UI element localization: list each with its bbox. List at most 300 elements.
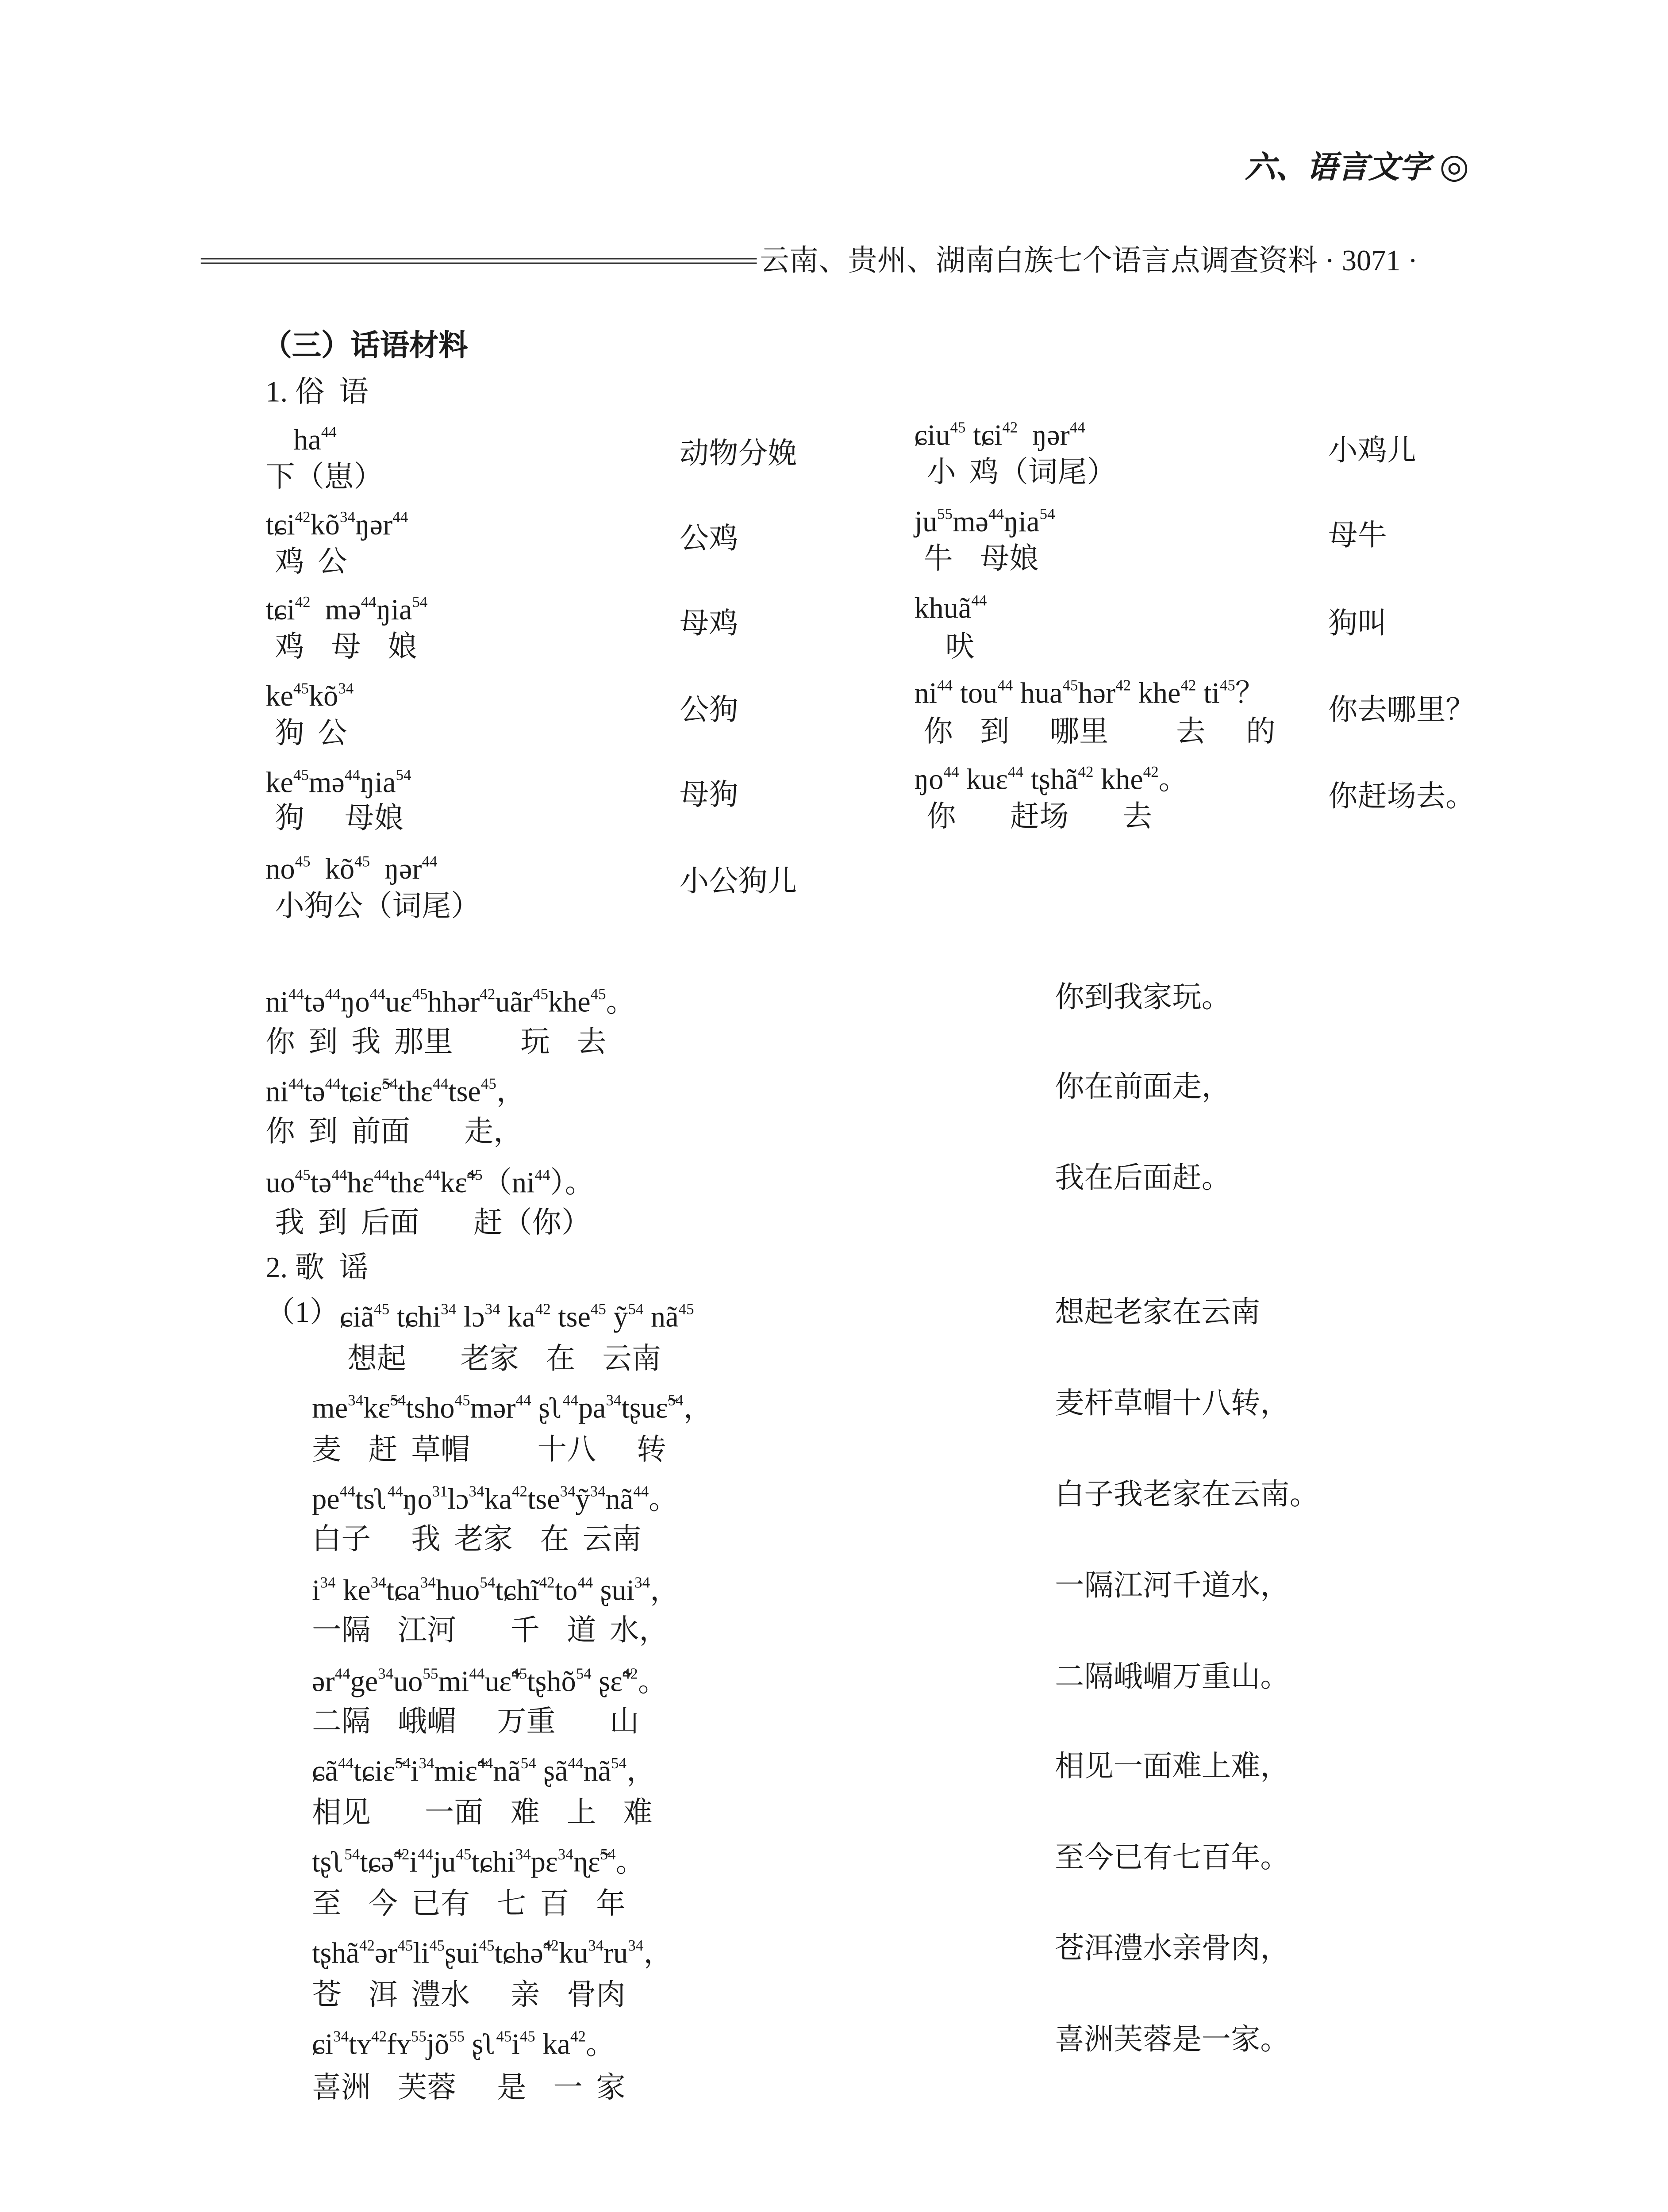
- ipa-syllable: pe: [312, 1484, 340, 1517]
- tone-number: 44: [288, 987, 304, 1004]
- ipa-syllable: nã: [643, 1302, 679, 1334]
- ipa-syllable: ，: [650, 1575, 680, 1608]
- tone-number: 34: [557, 1847, 573, 1864]
- tone-number: 54: [480, 1575, 496, 1592]
- ipa-syllable: ru: [603, 1938, 628, 1971]
- tone-number: 44: [344, 767, 360, 785]
- proverb-ipa: [265, 680, 354, 717]
- proverbs-heading: 1. 俗 语: [265, 376, 369, 410]
- ipa-syllable: lɔ: [456, 1302, 485, 1334]
- ipa-syllable: ？: [1235, 678, 1265, 710]
- ipa-syllable: uo: [265, 1167, 295, 1200]
- tone-number: 44: [417, 1847, 433, 1864]
- tone-number: 44: [374, 1167, 390, 1185]
- header-title: [760, 244, 1418, 281]
- ipa-syllable: hhər: [427, 987, 480, 1019]
- proverb-gloss: 狗 公: [275, 718, 347, 751]
- tone-number: 42: [539, 1575, 555, 1592]
- ipa-syllable: khe: [1131, 678, 1181, 710]
- tone-number: 44: [515, 1393, 531, 1410]
- tone-number: 45: [479, 1938, 495, 1955]
- song-ipa: [340, 1300, 694, 1337]
- proverb-meaning: 公鸡: [679, 523, 738, 556]
- ipa-syllable: tə: [304, 987, 325, 1019]
- song-gloss: 喜洲 芙蓉 是 一 家: [312, 2072, 626, 2105]
- ipa-syllable: ʂʅ: [531, 1393, 563, 1425]
- header-title-text: 云南、贵州、湖南白族七个语言点调查资料: [760, 246, 1318, 278]
- tone-number: 44: [1008, 764, 1024, 782]
- ipa-syllable: tʂʅ: [312, 1847, 345, 1880]
- tone-number: 34: [628, 1938, 644, 1955]
- tone-number: 44: [971, 593, 987, 610]
- tone-number: 44: [988, 506, 1004, 524]
- ipa-syllable: lɔ: [447, 1484, 469, 1517]
- ipa-syllable: ni: [265, 1076, 288, 1109]
- ipa-syllable: tɕi: [265, 594, 295, 627]
- ipa-syllable: tʂuɛ̃: [621, 1393, 668, 1425]
- proverb-meaning: 小鸡儿: [1328, 435, 1417, 468]
- tone-number: 54: [382, 1076, 398, 1094]
- ipa-syllable: me: [312, 1393, 348, 1425]
- ipa-syllable: mə: [952, 506, 989, 539]
- ipa-syllable: pɛ: [530, 1847, 558, 1880]
- ipa-syllable: pa: [578, 1393, 606, 1425]
- tone-number: 44: [334, 1666, 350, 1683]
- ipa-syllable: ，: [626, 1755, 656, 1789]
- ipa-syllable: ɕã: [312, 1755, 338, 1789]
- ipa-syllable: tse: [448, 1076, 481, 1109]
- tone-number: 54: [396, 767, 411, 785]
- ipa-syllable: tɕhi: [389, 1302, 441, 1334]
- ipa-syllable: ŋo: [914, 764, 944, 797]
- ipa-syllable: tə: [310, 1167, 332, 1200]
- tone-number: 45: [295, 854, 311, 871]
- ipa-syllable: mi: [438, 1666, 469, 1699]
- ipa-syllable: jõ: [426, 2029, 450, 2062]
- songs-heading: 2. 歌 谣: [265, 1252, 369, 1285]
- song-translation: 一隔江河千道水，: [1055, 1571, 1290, 1603]
- song-translation: 白子我老家在云南。: [1055, 1479, 1319, 1512]
- ipa-syllable: ŋər: [1018, 420, 1070, 453]
- song-ipa: [312, 1936, 673, 1974]
- tone-number: 44: [568, 1755, 584, 1773]
- ipa-syllable: thɛ: [397, 1076, 433, 1109]
- ipa-syllable: ʂɛ̃: [591, 1666, 623, 1699]
- song-ipa: [312, 1845, 645, 1882]
- ipa-syllable: nã: [605, 1484, 634, 1517]
- ipa-syllable: tsʅ: [355, 1484, 388, 1517]
- ipa-syllable: ka: [484, 1484, 512, 1517]
- ipa-syllable: i: [312, 1575, 320, 1608]
- proverb-ipa: [265, 853, 437, 890]
- tone-number: 42: [1002, 420, 1018, 437]
- proverb-meaning: 母鸡: [679, 608, 738, 641]
- tone-number: 34: [370, 1575, 386, 1592]
- proverb-gloss: 小狗公（词尾）: [275, 891, 480, 924]
- ipa-syllable: ỹ: [575, 1484, 590, 1517]
- tone-number: 34: [333, 2029, 349, 2047]
- ipa-syllable: ka: [500, 1302, 535, 1334]
- tone-number: 42: [512, 1484, 527, 1501]
- ipa-syllable: ŋia: [376, 594, 412, 627]
- ipa-syllable: fʏ: [386, 2029, 411, 2062]
- proverb-gloss: 牛 母娘: [923, 543, 1039, 576]
- ipa-syllable: tou: [952, 678, 998, 710]
- ipa-syllable: ni: [265, 987, 288, 1019]
- tone-number: 45: [480, 1076, 496, 1094]
- tone-number: 42: [371, 2029, 387, 2047]
- ipa-syllable: 。: [649, 1484, 678, 1517]
- tone-number: 44: [562, 1393, 578, 1410]
- ipa-syllable: tʂhã: [312, 1938, 359, 1971]
- tone-number: 34: [378, 1666, 394, 1683]
- ipa-syllable: ɕiu: [914, 420, 950, 453]
- song-translation: 麦杆草帽十八转，: [1055, 1388, 1290, 1421]
- ipa-syllable: ku: [558, 1938, 588, 1971]
- running-head: [1245, 147, 1469, 188]
- tone-number: 44: [577, 1575, 593, 1592]
- song-ipa: [312, 1665, 667, 1702]
- tone-number: 45: [511, 1666, 527, 1683]
- ipa-syllable: tʂhã: [1023, 764, 1078, 797]
- sentence-ipa: [265, 1166, 594, 1203]
- song-translation: 苍洱澧水亲骨肉，: [1055, 1933, 1290, 1966]
- tone-number: 54: [668, 1393, 684, 1410]
- song-translation: 相见一面难上难，: [1055, 1751, 1290, 1784]
- tone-number: 42: [295, 594, 311, 612]
- ipa-syllable: khe: [548, 987, 591, 1019]
- ipa-syllable: tɕhi: [471, 1847, 515, 1880]
- proverb-meaning: 小公狗儿: [679, 866, 797, 899]
- tone-number: 45: [295, 1167, 311, 1185]
- song-ipa: [312, 1754, 656, 1791]
- tone-number: 42: [1115, 678, 1131, 695]
- tone-number: 42: [535, 1302, 551, 1319]
- ipa-syllable: kuɛ: [959, 764, 1008, 797]
- ipa-syllable: tə: [304, 1076, 325, 1109]
- tone-number: 45: [1219, 678, 1235, 695]
- ipa-syllable: ŋo: [340, 987, 370, 1019]
- tone-number: 45: [374, 1302, 390, 1319]
- ipa-syllable: ke: [265, 681, 294, 714]
- tone-number: 45: [454, 1393, 470, 1410]
- ipa-syllable: kɛ̃: [440, 1167, 467, 1200]
- ipa-syllable: uɛ̃: [484, 1666, 512, 1699]
- ipa-syllable: kõ: [310, 854, 355, 887]
- ipa-syllable: ju: [433, 1847, 456, 1880]
- ipa-syllable: mər: [470, 1393, 516, 1425]
- ipa-syllable: kɛ̃: [363, 1393, 391, 1425]
- ipa-syllable: nã: [493, 1755, 521, 1789]
- tone-number: 42: [1143, 764, 1159, 782]
- ipa-syllable: ，: [496, 1076, 526, 1109]
- tone-number: 44: [997, 678, 1013, 695]
- song-ipa: [312, 1482, 678, 1520]
- header-page-ref: · 3071 ·: [1317, 246, 1418, 278]
- tone-number: 42: [394, 1847, 410, 1864]
- running-head-section: 六、语言文字: [1245, 151, 1430, 185]
- ipa-syllable: ）。: [550, 1167, 595, 1200]
- tone-number: 45: [590, 1302, 606, 1319]
- ipa-syllable: kõ: [308, 681, 338, 714]
- proverb-ipa: [914, 676, 1264, 714]
- tone-number: 44: [943, 764, 959, 782]
- tone-number: 42: [359, 1938, 375, 1955]
- song-gloss: 白子 我 老家 在 云南: [312, 1524, 642, 1557]
- tone-number: 31: [432, 1484, 448, 1501]
- ipa-syllable: hɛ: [347, 1167, 374, 1200]
- ipa-syllable: ỹ: [606, 1302, 628, 1334]
- tone-number: 54: [611, 1755, 626, 1773]
- ipa-syllable: ɕiã: [339, 1302, 374, 1334]
- tone-number: 45: [533, 987, 548, 1004]
- ipa-syllable: to: [554, 1575, 578, 1608]
- ipa-syllable: tʏ: [348, 2029, 372, 2062]
- tone-number: 54: [600, 1847, 616, 1864]
- ipa-syllable: ɕi: [312, 2029, 334, 2062]
- ipa-syllable: tse: [550, 1302, 591, 1334]
- tone-number: 45: [293, 767, 309, 785]
- ipa-syllable: ni: [914, 678, 938, 710]
- ipa-syllable: tɕi: [265, 509, 295, 542]
- tone-number: 45: [354, 854, 370, 871]
- ipa-syllable: tse: [527, 1484, 560, 1517]
- tone-number: 45: [293, 681, 309, 698]
- sentence-gloss: 我 到 后面 赶（你）: [275, 1207, 591, 1240]
- header-rule: [201, 258, 757, 264]
- ipa-syllable: 。: [585, 2029, 615, 2062]
- ipa-syllable: tsho: [406, 1393, 455, 1425]
- proverb-meaning: 母牛: [1328, 520, 1387, 553]
- tone-number: 44: [392, 509, 408, 527]
- sentence-translation: 你在前面走，: [1055, 1071, 1231, 1104]
- proverb-ipa: [914, 591, 987, 629]
- proverb-meaning: 动物分娩: [679, 438, 797, 471]
- ipa-syllable: 。: [1158, 764, 1188, 797]
- tone-number: 34: [348, 1393, 364, 1410]
- tone-number: 44: [469, 1666, 485, 1683]
- ipa-syllable: tɕə̃: [360, 1847, 394, 1880]
- tone-number: 44: [534, 1167, 550, 1185]
- ipa-syllable: ha: [293, 424, 321, 457]
- ipa-syllable: huo: [435, 1575, 480, 1608]
- proverb-meaning: 公狗: [679, 695, 738, 728]
- tone-number: 45: [397, 1938, 413, 1955]
- tone-number: 54: [576, 1666, 592, 1683]
- tone-number: 45: [590, 987, 606, 1004]
- tone-number: 44: [937, 678, 953, 695]
- tone-number: 55: [449, 2029, 465, 2047]
- tone-number: 44: [338, 1755, 354, 1773]
- song-gloss: 至 今 已有 七 百 年: [312, 1889, 626, 1921]
- ipa-syllable: ŋia: [360, 767, 396, 800]
- ipa-syllable: tɕhĩ: [495, 1575, 539, 1608]
- proverb-ipa: [265, 508, 408, 545]
- proverb-ipa: [265, 593, 427, 630]
- tone-number: 34: [320, 1575, 336, 1592]
- ipa-syllable: tɕiɛ̃: [353, 1755, 396, 1789]
- ipa-syllable: tɕiɛ̃: [340, 1076, 382, 1109]
- ipa-syllable: ŋia: [1003, 506, 1040, 539]
- song-gloss: 一隔 江河 千 道 水，: [312, 1615, 669, 1648]
- tone-number: 42: [570, 2029, 586, 2047]
- tone-number: 45: [412, 987, 428, 1004]
- ipa-syllable: mə: [308, 767, 345, 800]
- ipa-syllable: 。: [606, 987, 635, 1019]
- song-translation: 想起老家在云南: [1055, 1297, 1261, 1330]
- tone-number: 42: [480, 987, 496, 1004]
- tone-number: 44: [387, 1484, 403, 1501]
- proverb-gloss: 鸡 公: [275, 546, 347, 580]
- ipa-syllable: tʂhõ: [527, 1666, 576, 1699]
- sentence-gloss: 你 到 前面 走，: [265, 1116, 523, 1149]
- tone-number: 42: [1078, 764, 1094, 782]
- ipa-syllable: ʂui: [593, 1575, 635, 1608]
- ipa-syllable: thɛ: [389, 1167, 425, 1200]
- ipa-syllable: li: [413, 1938, 430, 1971]
- tone-number: 44: [633, 1484, 649, 1501]
- ipa-syllable: hua: [1013, 678, 1063, 710]
- ipa-syllable: ŋo: [403, 1484, 432, 1517]
- proverb-gloss: 吠: [945, 631, 975, 664]
- song-gloss: 想起 老家 在 云南: [347, 1343, 661, 1376]
- ipa-syllable: hər: [1078, 678, 1116, 710]
- song-gloss: 二隔 峨嵋 万重 山: [312, 1706, 639, 1739]
- sentence-translation: 你到我家玩。: [1055, 982, 1231, 1015]
- song-ipa: [312, 1574, 679, 1611]
- proverb-meaning: 你去哪里？: [1328, 695, 1475, 728]
- tone-number: 44: [325, 1076, 341, 1094]
- tone-number: 34: [419, 1755, 434, 1773]
- tone-number: 54: [628, 1302, 644, 1319]
- tone-number: 54: [344, 1847, 360, 1864]
- tone-number: 34: [634, 1575, 650, 1592]
- sentence-ipa: [265, 985, 635, 1022]
- tone-number: 45: [456, 1847, 472, 1864]
- tone-number: 44: [325, 987, 341, 1004]
- ipa-syllable: ʂʅ: [465, 2029, 496, 2062]
- tone-number: 42: [1180, 678, 1196, 695]
- ipa-syllable: i: [411, 1755, 419, 1789]
- sentence-gloss: 你 到 我 那里 玩 去: [265, 1027, 607, 1060]
- ipa-syllable: tɕi: [965, 420, 1003, 453]
- tone-number: 34: [441, 1302, 457, 1319]
- ipa-syllable: miɛ̃: [434, 1755, 478, 1789]
- tone-number: 34: [606, 1393, 622, 1410]
- proverb-meaning: 母狗: [679, 780, 738, 813]
- ipa-syllable: nã: [583, 1755, 611, 1789]
- ipa-syllable: 。: [638, 1666, 668, 1699]
- tone-number: 34: [560, 1484, 576, 1501]
- ipa-syllable: 。: [615, 1847, 645, 1880]
- ipa-syllable: （ni: [482, 1167, 535, 1200]
- tone-number: 34: [469, 1484, 484, 1501]
- tone-number: 54: [395, 1755, 411, 1773]
- tone-number: 44: [422, 854, 438, 871]
- proverb-meaning: 狗叫: [1328, 608, 1387, 641]
- tone-number: 55: [411, 2029, 427, 2047]
- tone-number: 42: [543, 1938, 559, 1955]
- tone-number: 44: [361, 594, 377, 612]
- ipa-syllable: ɳɛ̃: [573, 1847, 600, 1880]
- tone-number: 34: [420, 1575, 436, 1592]
- ipa-syllable: no: [265, 854, 295, 887]
- tone-number: 44: [339, 1484, 355, 1501]
- tone-number: 54: [520, 1755, 536, 1773]
- ipa-syllable: ŋər: [370, 854, 422, 887]
- tone-number: 44: [433, 1076, 449, 1094]
- tone-number: 45: [467, 1167, 483, 1185]
- tone-number: 45: [1062, 678, 1078, 695]
- ipa-syllable: ʂã: [536, 1755, 568, 1789]
- tone-number: 44: [331, 1167, 347, 1185]
- proverb-ipa: [293, 423, 337, 460]
- proverb-gloss: 下（崽）: [265, 461, 383, 495]
- tone-number: 54: [1039, 506, 1055, 524]
- proverb-ipa: [265, 766, 411, 803]
- proverb-meaning: 你赶场去。: [1328, 781, 1475, 814]
- ipa-syllable: ʂui: [445, 1938, 479, 1971]
- ipa-syllable: uo: [393, 1666, 423, 1699]
- tone-number: 34: [338, 681, 354, 698]
- ipa-syllable: uãr: [495, 987, 533, 1019]
- tone-number: 42: [622, 1666, 638, 1683]
- section-title: （三）话语材料: [262, 330, 468, 363]
- proverb-gloss: 你 到 哪里 去 的: [923, 716, 1276, 749]
- proverb-gloss: 小 鸡（词尾）: [926, 457, 1116, 490]
- ipa-syllable: khuã: [914, 593, 972, 626]
- tone-number: 34: [590, 1484, 606, 1501]
- ipa-syllable: ge: [350, 1666, 378, 1699]
- sentence-ipa: [265, 1075, 526, 1112]
- song-label: （1）: [265, 1297, 339, 1330]
- ipa-syllable: ŋər: [355, 509, 393, 542]
- tone-number: 44: [369, 987, 385, 1004]
- ipa-syllable: ，: [683, 1393, 713, 1425]
- ipa-syllable: ər: [312, 1666, 335, 1699]
- song-gloss: 麦 赶 草帽 十八 转: [312, 1434, 666, 1467]
- proverb-ipa: [914, 419, 1085, 456]
- tone-number: 55: [423, 1666, 438, 1683]
- proverb-ipa: [914, 505, 1055, 542]
- proverb-gloss: 鸡 母 娘: [275, 631, 417, 664]
- song-ipa: [312, 2028, 615, 2065]
- ipa-syllable: i: [409, 1847, 418, 1880]
- sentence-translation: 我在后面赶。: [1055, 1163, 1231, 1195]
- tone-number: 45: [950, 420, 966, 437]
- ipa-syllable: ke: [335, 1575, 371, 1608]
- tone-number: 54: [412, 594, 428, 612]
- song-ipa: [312, 1391, 713, 1429]
- tone-number: 34: [484, 1302, 500, 1319]
- ipa-syllable: ke: [265, 767, 294, 800]
- ipa-syllable: ，: [643, 1938, 673, 1971]
- ipa-syllable: tɕhə̃: [494, 1938, 543, 1971]
- tone-number: 44: [321, 424, 337, 442]
- tone-number: 44: [477, 1755, 493, 1773]
- song-gloss: 苍 洱 澧水 亲 骨肉: [312, 1980, 626, 2012]
- song-translation: 喜洲芙蓉是一家。: [1055, 2024, 1290, 2057]
- ipa-syllable: tɕa: [386, 1575, 420, 1608]
- proverb-ipa: [914, 763, 1188, 800]
- double-circle-icon: ◎: [1439, 146, 1469, 185]
- song-gloss: 相见 一面 难 上 难: [312, 1797, 653, 1830]
- ipa-syllable: i: [511, 2029, 520, 2062]
- tone-number: 45: [519, 2029, 535, 2047]
- tone-number: 45: [496, 2029, 512, 2047]
- tone-number: 44: [424, 1167, 440, 1185]
- song-translation: 至今已有七百年。: [1055, 1842, 1290, 1875]
